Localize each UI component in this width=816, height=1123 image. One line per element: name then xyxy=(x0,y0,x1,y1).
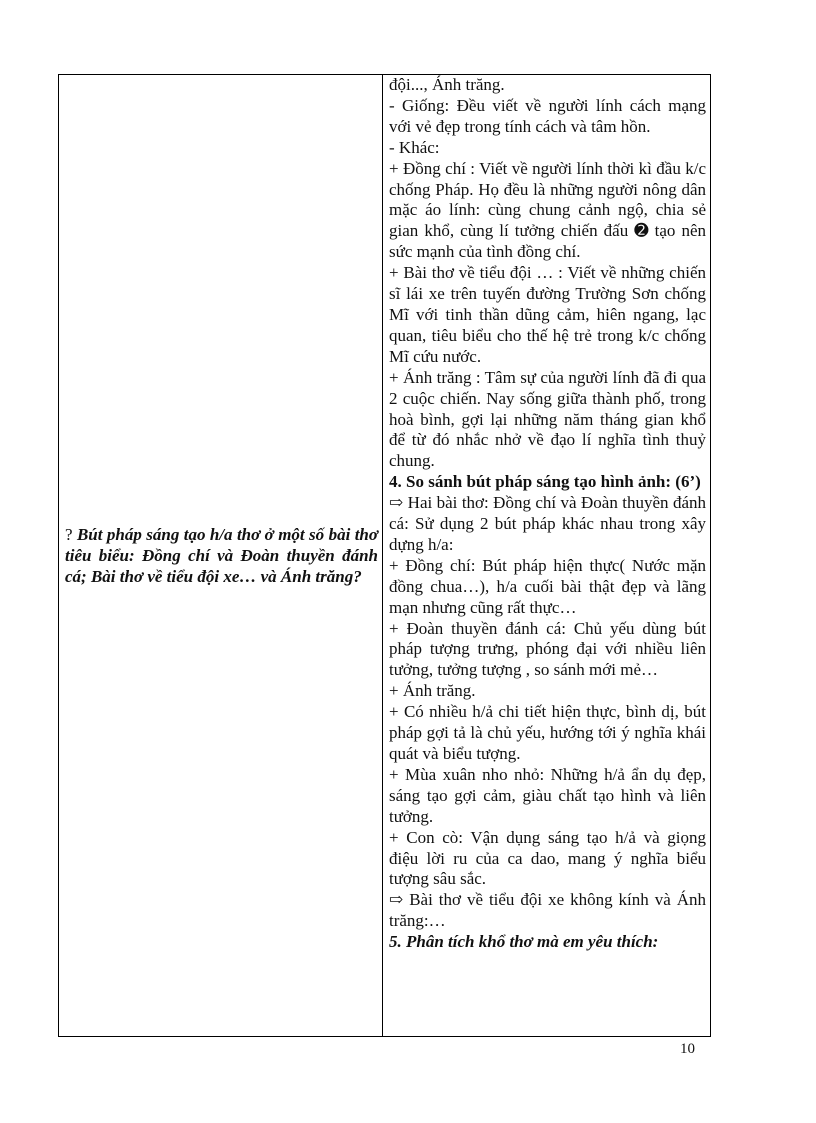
answer-line: + Ánh trăng. xyxy=(389,681,476,701)
question-mark: ? xyxy=(65,525,73,544)
answer-line: + Có nhiều h/ả chi tiết hiện thực, bình dị, bút pháp gợi tả là chủ yếu, hướng tới ý nghĩa khái quát và biểu tượng. xyxy=(389,702,706,763)
answer-cell xyxy=(383,75,710,1036)
content-table xyxy=(58,74,711,1037)
answer-line: + Mùa xuân nho nhỏ: Những h/ả ẩn dụ đẹp, sáng tạo gợi cảm, giàu chất tạo hình và liên tưởng. xyxy=(389,764,706,826)
answer-line: ⇨ Hai bài thơ: Đồng chí và Đoàn thuyền đánh cá: Sử dụng 2 bút pháp khác nhau trong xây dựng h/a: xyxy=(389,493,706,554)
answer-line: + Bài thơ về tiểu đội … : Viết về những chiến sĩ lái xe trên tuyến đường Trường Sơn chống Mĩ với tinh thần dũng cảm, hiên ngang, lạc quan, tiêu biểu cho thế hệ trẻ trong k/c chống Mĩ cứu nước. xyxy=(389,263,706,366)
question-cell xyxy=(59,75,383,1036)
answer-line: + Đồng chí : Viết về người lính thời kì đầu k/c chống Pháp. Họ đều là những người nông dân mặc áo lính: cùng chung cảnh ngộ, chia sẻ gian khổ, cùng lí tưởng chiến đấu ➋ tạo nên sức mạnh của tình đồng chí. xyxy=(389,158,706,262)
answer-line: đội..., Ánh trăng. xyxy=(389,75,505,94)
section-heading: 4. So sánh bút pháp sáng tạo hình ảnh: (6’) xyxy=(389,472,701,492)
question-body: Bút pháp sáng tạo h/a thơ ở một số bài thơ tiêu biểu: Đồng chí và Đoàn thuyền đánh cá; Bài thơ về tiểu đội xe… và Ánh trăng? xyxy=(65,525,379,586)
page-number: 10 xyxy=(680,1041,695,1057)
answer-line: + Con cò: Vận dụng sáng tạo h/ả và giọng điệu lời ru của ca dao, mang ý nghĩa biểu tượng sâu sắc. xyxy=(389,827,706,889)
answer-line: + Ánh trăng : Tâm sự của người lính đã đi qua 2 cuộc chiến. Nay sống giữa thành phố, trong hoà bình, gợi lại những năm tháng gian khổ để từ đó nhắc nhở về đạo lí nghĩa tình thuỷ chung. xyxy=(389,367,706,471)
answer-line: + Đồng chí: Bút pháp hiện thực( Nước mặn đồng chua…), h/a cuối bài thật đẹp và lãng mạn nhưng cũng rất thực… xyxy=(389,555,706,617)
answer-line: - Khác: xyxy=(389,137,440,157)
answer-line: + Đoàn thuyền đánh cá: Chủ yếu dùng bút pháp tượng trưng, phóng đại với nhiều liên tưởng, tưởng tượng , so sánh mới mẻ… xyxy=(389,618,706,680)
answer-line: - Giống: Đều viết về người lính cách mạng với vẻ đẹp trong tính cách và tâm hồn. xyxy=(389,95,706,136)
question-text xyxy=(59,524,382,587)
section-heading: 5. Phân tích khổ thơ mà em yêu thích: xyxy=(389,932,659,952)
answer-line: ⇨ Bài thơ về tiểu đội xe không kính và Ánh trăng:… xyxy=(389,890,706,931)
